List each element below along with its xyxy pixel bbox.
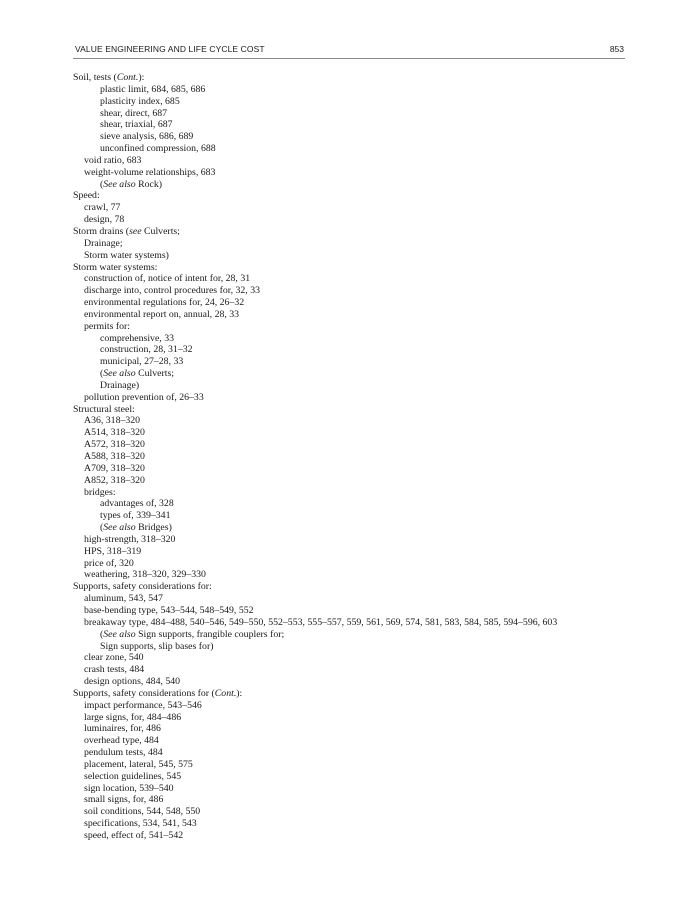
index-text: Sign supports, frangible couplers for;: [135, 628, 285, 640]
index-text: Culverts;: [141, 225, 180, 237]
index-subentry: [73, 593, 625, 605]
index-text: pendulum tests, 484: [84, 747, 163, 759]
index-text: A588, 318–320: [84, 451, 145, 462]
index-text: ):: [236, 687, 243, 699]
index-subentry: [73, 368, 625, 380]
index-text: Supports, safety considerations for:: [73, 581, 212, 593]
index-subentry: [73, 143, 625, 155]
index-subentry: [73, 179, 625, 191]
index-text: (: [100, 178, 104, 190]
index-text: Culverts;: [135, 368, 175, 380]
index-text: Sign supports, slip bases for): [100, 640, 214, 652]
index-subentry: [73, 735, 625, 747]
index-italic-text: see: [129, 225, 142, 237]
index-subentry: [73, 510, 625, 522]
index-text: clear zone, 540: [84, 652, 144, 664]
index-text: plasticity index, 685: [100, 95, 180, 107]
index-subentry: [73, 664, 625, 676]
index-heading: [73, 404, 625, 416]
index-text: weathering, 318–320, 329–330: [84, 569, 206, 581]
index-subentry: [73, 356, 625, 368]
index-text: A852, 318–320: [84, 474, 145, 486]
index-subentry: [73, 747, 625, 759]
index-italic-text: See also: [103, 178, 136, 190]
index-text: high-strength, 318–320: [84, 533, 176, 545]
index-text: bridges:: [84, 486, 116, 498]
index-subentry: [73, 321, 625, 333]
index-subentry: [73, 818, 625, 830]
index-text: Soil, tests (: [73, 72, 117, 83]
index-text: advantages of, 328: [100, 498, 174, 510]
index-text: Drainage;: [84, 237, 123, 249]
index-text: Storm water systems:: [73, 261, 158, 273]
index-text: small signs, for, 486: [84, 794, 164, 806]
index-text: base-bending type, 543–544, 548–549, 552: [84, 604, 254, 616]
index-text: (: [100, 368, 104, 380]
index-text: shear, triaxial, 687: [100, 119, 173, 131]
index-subentry: [73, 427, 625, 439]
index-text: construction, 28, 31–32: [100, 344, 193, 356]
index-subentry: [73, 771, 625, 783]
index-text: soil conditions, 544, 548, 550: [84, 806, 201, 818]
index-text: shear, direct, 687: [100, 107, 168, 119]
index-text: environmental regulations for, 24, 26–32: [84, 297, 245, 309]
index-subentry: [73, 380, 625, 392]
index-text: discharge into, control procedures for, 32, 33: [84, 285, 260, 297]
index-text: crawl, 77: [84, 202, 121, 214]
index-heading: [73, 688, 625, 700]
index-subentry: [73, 392, 625, 404]
index-text: Structural steel:: [73, 403, 135, 415]
index-text: A709, 318–320: [84, 462, 145, 474]
index-text: Speed:: [73, 190, 100, 202]
index-text: environmental report on, annual, 28, 33: [84, 308, 240, 320]
index-text: (: [100, 522, 104, 534]
index-text: Drainage): [100, 379, 140, 391]
index-subentry: [73, 794, 625, 806]
page-number: 853: [609, 44, 624, 54]
index-text: overhead type, 484: [84, 735, 159, 747]
index-text: breakaway type, 484–488, 540–546, 549–550, 552–553, 555–557, 559, 561, 569, 574, 581, 583, 584, 585, 594–596, 603: [84, 616, 558, 628]
index-subentry: [73, 652, 625, 664]
index-text: design, 78: [84, 214, 125, 226]
index-italic-text: Cont.: [214, 687, 237, 699]
index-text: types of, 339–341: [100, 510, 171, 522]
index-text: ):: [138, 72, 145, 83]
index-subentry: [73, 712, 625, 724]
index-subentry: [73, 830, 625, 842]
index-text: plastic limit, 684, 685, 686: [100, 83, 206, 95]
index-subentry: [73, 641, 625, 653]
index-subentry: [73, 558, 625, 570]
index-text: selection guidelines, 545: [84, 770, 182, 782]
index-subentry: [73, 108, 625, 120]
index-subentry: [73, 333, 625, 345]
page-header: [75, 44, 624, 58]
index-text: weight-volume relationships, 683: [84, 166, 216, 178]
index-subentry: [73, 250, 625, 262]
index-subentry: [73, 309, 625, 321]
index-subentry: [73, 605, 625, 617]
index-text: Rock): [135, 178, 163, 190]
header-rule: [73, 58, 625, 59]
index-heading: [73, 190, 625, 202]
index-text: construction of, notice of intent for, 28, 31: [84, 273, 251, 285]
index-italic-text: See also: [103, 368, 136, 380]
index-subentry: [73, 96, 625, 108]
index-subentry: [73, 806, 625, 818]
index-text: design options, 484, 540: [84, 676, 181, 688]
index-subentry: [73, 676, 625, 688]
index-text: placement, lateral, 545, 575: [84, 758, 193, 770]
index-text: impact performance, 543–546: [84, 699, 202, 711]
index-subentry: [73, 475, 625, 487]
index-heading: [73, 262, 625, 274]
index-text: void ratio, 683: [84, 154, 142, 166]
index-subentry: [73, 439, 625, 451]
index-text: HPS, 318–319: [84, 545, 142, 557]
index-text: large signs, for, 484–486: [84, 711, 182, 723]
index-text: speed, effect of, 541–542: [84, 830, 184, 841]
index-subentry: [73, 238, 625, 250]
index-subentry: [73, 700, 625, 712]
index-text: crash tests, 484: [84, 664, 145, 676]
index-subentry: [73, 617, 625, 629]
index-subentry: [73, 344, 625, 356]
index-subentry: [73, 487, 625, 499]
index-subentry: [73, 759, 625, 771]
index-subentry: [73, 273, 625, 285]
index-text: Storm water systems): [84, 249, 169, 261]
index-heading: [73, 581, 625, 593]
index-text: A36, 318–320: [84, 415, 141, 427]
index-text: Supports, safety considerations for (: [73, 687, 215, 699]
index-subentry: [73, 131, 625, 143]
index-subentry: [73, 463, 625, 475]
index-text: Bridges): [135, 522, 172, 534]
index-text: luminaires, for, 486: [84, 723, 161, 735]
index-text: sign location, 539–540: [84, 782, 174, 794]
index-subentry: [73, 569, 625, 581]
index-text: permits for:: [84, 320, 130, 332]
index-text: Storm drains (: [73, 225, 130, 237]
index-subentry: [73, 285, 625, 297]
index-text: comprehensive, 33: [100, 332, 174, 344]
index-heading: [73, 226, 625, 238]
index-subentry: [73, 119, 625, 131]
index-subentry: [73, 167, 625, 179]
index-subentry: [73, 498, 625, 510]
index-text: specifications, 534, 541, 543: [84, 818, 197, 830]
index-subentry: [73, 202, 625, 214]
running-title: VALUE ENGINEERING AND LIFE CYCLE COST: [75, 44, 265, 54]
index-text: pollution prevention of, 26–33: [84, 391, 204, 403]
index-subentry: [73, 155, 625, 167]
index-subentry: [73, 534, 625, 546]
index-subentry: [73, 723, 625, 735]
index-subentry: [73, 783, 625, 795]
index-subentry: [73, 214, 625, 226]
index-text: (: [100, 628, 104, 640]
index-subentry: [73, 629, 625, 641]
index-text: price of, 320: [84, 557, 134, 569]
index-subentry: [73, 546, 625, 558]
index-text: municipal, 27–28, 33: [100, 356, 184, 368]
index-subentry: [73, 297, 625, 309]
index-subentry: [73, 522, 625, 534]
index-text: unconfined compression, 688: [100, 143, 216, 155]
index-subentry: [73, 415, 625, 427]
index-text: sieve analysis, 686, 689: [100, 131, 194, 143]
index-subentry: [73, 451, 625, 463]
index-text: A572, 318–320: [84, 439, 145, 451]
index-text: aluminum, 543, 547: [84, 593, 163, 605]
index-italic-text: See also: [103, 628, 136, 640]
index-subentry: [73, 84, 625, 96]
index-italic-text: See also: [103, 522, 136, 534]
index-heading: [73, 72, 625, 84]
index-text: A514, 318–320: [84, 427, 145, 439]
index-column: [73, 72, 625, 842]
index-italic-text: Cont.: [116, 72, 139, 83]
